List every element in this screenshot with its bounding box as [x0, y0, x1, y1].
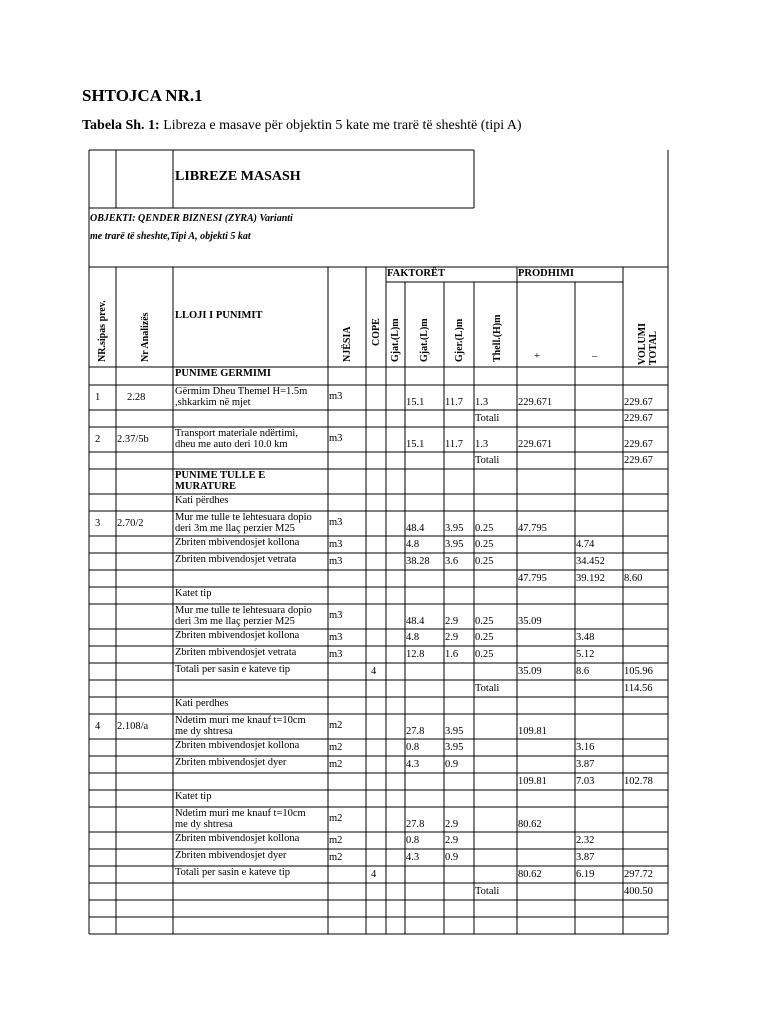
row-work-description: Ndetim muri me knauf t=10cm: [175, 715, 306, 726]
row-depth: 0.25: [475, 556, 494, 567]
row-width: 3.95: [445, 726, 464, 737]
row-production-plus: 47.795: [518, 523, 547, 534]
row-width: 0.9: [445, 759, 459, 770]
row-unit: m2: [329, 720, 343, 731]
row-work-description: Totali per sasin e kateve tip: [175, 867, 291, 878]
row-production-plus: 35.09: [518, 616, 542, 627]
row-length: 4.8: [406, 539, 420, 550]
row-pieces: 4: [371, 666, 377, 677]
row-production-minus: 3.87: [576, 759, 595, 770]
row-width: 3.95: [445, 742, 464, 753]
row-analysis: 2.28: [127, 392, 146, 403]
header-length-2: Gjat.(L)m: [419, 318, 430, 362]
row-depth: Totali: [475, 683, 500, 694]
row-width: 3.95: [445, 523, 464, 534]
row-work-description: Transport materiale ndërtimi,: [175, 428, 298, 439]
row-work-description: Zbriten mbivendosjet dyer: [175, 850, 287, 861]
row-analysis: 2.70/2: [117, 518, 144, 529]
page-heading: SHTOJCA NR.1: [82, 86, 203, 105]
row-length: 15.1: [406, 439, 425, 450]
row-total-volume: 229.67: [624, 455, 653, 466]
row-production-minus: 3.16: [576, 742, 595, 753]
row-work-description: Zbriten mbivendosjet kollona: [175, 740, 300, 751]
row-production-plus: 80.62: [518, 869, 542, 880]
row-work-description: PUNIME TULLE E: [175, 470, 266, 481]
row-work-description: Zbriten mbivendosjet kollona: [175, 537, 300, 548]
row-unit: m2: [329, 759, 343, 770]
row-production-plus: 35.09: [518, 666, 542, 677]
row-depth: Totali: [475, 886, 500, 897]
row-depth: Totali: [475, 413, 500, 424]
row-number: 3: [95, 518, 101, 529]
row-length: 38.28: [406, 556, 430, 567]
row-work-description-line-2: ,shkarkim në mjet: [175, 397, 251, 408]
row-unit: m2: [329, 813, 343, 824]
row-work-description: Katet tip: [175, 791, 212, 802]
row-width: 3.6: [445, 556, 459, 567]
table-title: LIBREZE MASASH: [175, 169, 301, 184]
row-total-volume: 8.60: [624, 573, 643, 584]
header-depth: Thell.(H)m: [492, 314, 503, 362]
row-work-description-line-2: me dy shtresa: [175, 819, 233, 830]
row-production-plus: 229.671: [518, 397, 553, 408]
caption-label: Tabela Sh. 1:: [82, 118, 160, 133]
row-width: 1.6: [445, 649, 459, 660]
row-work-description: Mur me tulle te lehtesuara dopio: [175, 605, 312, 616]
row-length: 27.8: [406, 819, 425, 830]
row-work-description: Mur me tulle te lehtesuara dopio: [175, 512, 312, 523]
header-production: PRODHIMI: [518, 268, 574, 279]
row-production-minus: 7.03: [576, 776, 595, 787]
row-production-plus: 109.81: [518, 726, 547, 737]
row-depth: 0.25: [475, 523, 494, 534]
row-work-description-line-2: MURATURE: [175, 481, 237, 492]
row-analysis: 2.37/5b: [117, 434, 149, 445]
row-work-description: Zbriten mbivendosjet vetrata: [175, 647, 297, 658]
row-work-description: Ndetim muri me knauf t=10cm: [175, 808, 306, 819]
row-number: 2: [95, 434, 101, 445]
header-minus: –: [592, 351, 598, 362]
row-depth: Totali: [475, 455, 500, 466]
row-unit: m3: [329, 649, 343, 660]
row-production-plus: 229.671: [518, 439, 553, 450]
header-analysis: Nr Analizës: [140, 312, 151, 362]
row-depth: 0.25: [475, 539, 494, 550]
row-production-minus: 3.48: [576, 632, 595, 643]
row-unit: m2: [329, 852, 343, 863]
row-depth: 0.25: [475, 649, 494, 660]
row-production-minus: 5.12: [576, 649, 595, 660]
row-width: 2.9: [445, 632, 459, 643]
row-production-minus: 8.6: [576, 666, 590, 677]
row-width: 2.9: [445, 835, 459, 846]
row-width: 11.7: [445, 397, 463, 408]
row-number: 1: [95, 392, 101, 403]
row-production-minus: 39.192: [576, 573, 605, 584]
header-pieces: COPE: [371, 318, 382, 346]
row-total-volume: 229.67: [624, 413, 653, 424]
header-unit: NJËSIA: [342, 326, 353, 362]
row-total-volume: 102.78: [624, 776, 653, 787]
row-analysis: 2.108/a: [117, 721, 149, 732]
row-length: 12.8: [406, 649, 425, 660]
row-work-description: Gërmim Dheu Themel H=1.5m: [175, 386, 308, 397]
row-work-description: Zbriten mbivendosjet vetrata: [175, 554, 297, 565]
row-pieces: 4: [371, 869, 377, 880]
row-unit: m3: [329, 610, 343, 621]
row-work-description-line-2: deri 3m me llaç perzier M25: [175, 616, 295, 627]
row-unit: m3: [329, 539, 343, 550]
row-length: 27.8: [406, 726, 425, 737]
row-width: 2.9: [445, 616, 459, 627]
row-number: 4: [95, 721, 101, 732]
row-length: 15.1: [406, 397, 425, 408]
header-factors: FAKTORËT: [387, 268, 445, 279]
row-production-minus: 6.19: [576, 869, 595, 880]
row-work-description: Zbriten mbivendosjet dyer: [175, 757, 287, 768]
row-work-description: Kati përdhes: [175, 495, 229, 506]
header-width: Gjer.(L)m: [454, 318, 465, 362]
row-unit: m2: [329, 835, 343, 846]
row-depth: 1.3: [475, 439, 489, 450]
row-unit: m2: [329, 742, 343, 753]
row-production-minus: 2.32: [576, 835, 595, 846]
row-depth: 1.3: [475, 397, 489, 408]
header-number: NR.sipas prev.: [97, 300, 108, 362]
row-total-volume: 297.72: [624, 869, 653, 880]
table-caption: [82, 118, 522, 134]
row-work-description: Zbriten mbivendosjet kollona: [175, 630, 300, 641]
row-total-volume: 114.56: [624, 683, 653, 694]
row-production-minus: 4.74: [576, 539, 595, 550]
row-work-description-line-2: dheu me auto deri 10.0 km: [175, 439, 288, 450]
row-length: 4.3: [406, 759, 420, 770]
header-total-volume: VOLUMI TOTAL: [637, 322, 659, 365]
row-total-volume: 229.67: [624, 439, 653, 450]
row-work-description: PUNIME GERMIMI: [175, 368, 271, 379]
row-width: 3.95: [445, 539, 464, 550]
row-depth: 0.25: [475, 616, 494, 627]
row-work-description-line-2: deri 3m me llaç perzier M25: [175, 523, 295, 534]
row-production-minus: 3.87: [576, 852, 595, 863]
header-plus: +: [534, 351, 540, 362]
row-depth: 0.25: [475, 632, 494, 643]
row-length: 48.4: [406, 616, 425, 627]
row-work-description: Totali per sasin e kateve tip: [175, 664, 291, 675]
row-work-description: Zbriten mbivendosjet kollona: [175, 833, 300, 844]
row-length: 4.8: [406, 632, 420, 643]
row-length: 48.4: [406, 523, 425, 534]
row-width: 11.7: [445, 439, 463, 450]
row-length: 4.3: [406, 852, 420, 863]
row-width: 0.9: [445, 852, 459, 863]
row-work-description: Katet tip: [175, 588, 212, 599]
row-unit: m3: [329, 632, 343, 643]
header-work-type: LLOJI I PUNIMIT: [175, 310, 263, 321]
row-total-volume: 400.50: [624, 886, 653, 897]
object-line-2: me trarë të sheshte,Tipi A, objekti 5 kat: [90, 231, 251, 242]
row-production-plus: 47.795: [518, 573, 547, 584]
row-total-volume: 105.96: [624, 666, 653, 677]
row-production-minus: 34.452: [576, 556, 605, 567]
row-work-description: Kati perdhes: [175, 698, 229, 709]
row-unit: m3: [329, 391, 343, 402]
row-total-volume: 229.67: [624, 397, 653, 408]
row-production-plus: 80.62: [518, 819, 542, 830]
row-unit: m3: [329, 517, 343, 528]
row-length: 0.8: [406, 835, 420, 846]
row-width: 2.9: [445, 819, 459, 830]
row-unit: m3: [329, 433, 343, 444]
row-length: 0.8: [406, 742, 420, 753]
row-production-plus: 109.81: [518, 776, 547, 787]
row-work-description-line-2: me dy shtresa: [175, 726, 233, 737]
header-length-1: Gjat.(L)m: [390, 318, 401, 362]
row-unit: m3: [329, 556, 343, 567]
caption-text: Libreza e masave për objektin 5 kate me trarë të sheshtë (tipi A): [159, 118, 522, 133]
object-line-1: OBJEKTI: QENDER BIZNESI (ZYRA) Varianti: [90, 213, 293, 224]
